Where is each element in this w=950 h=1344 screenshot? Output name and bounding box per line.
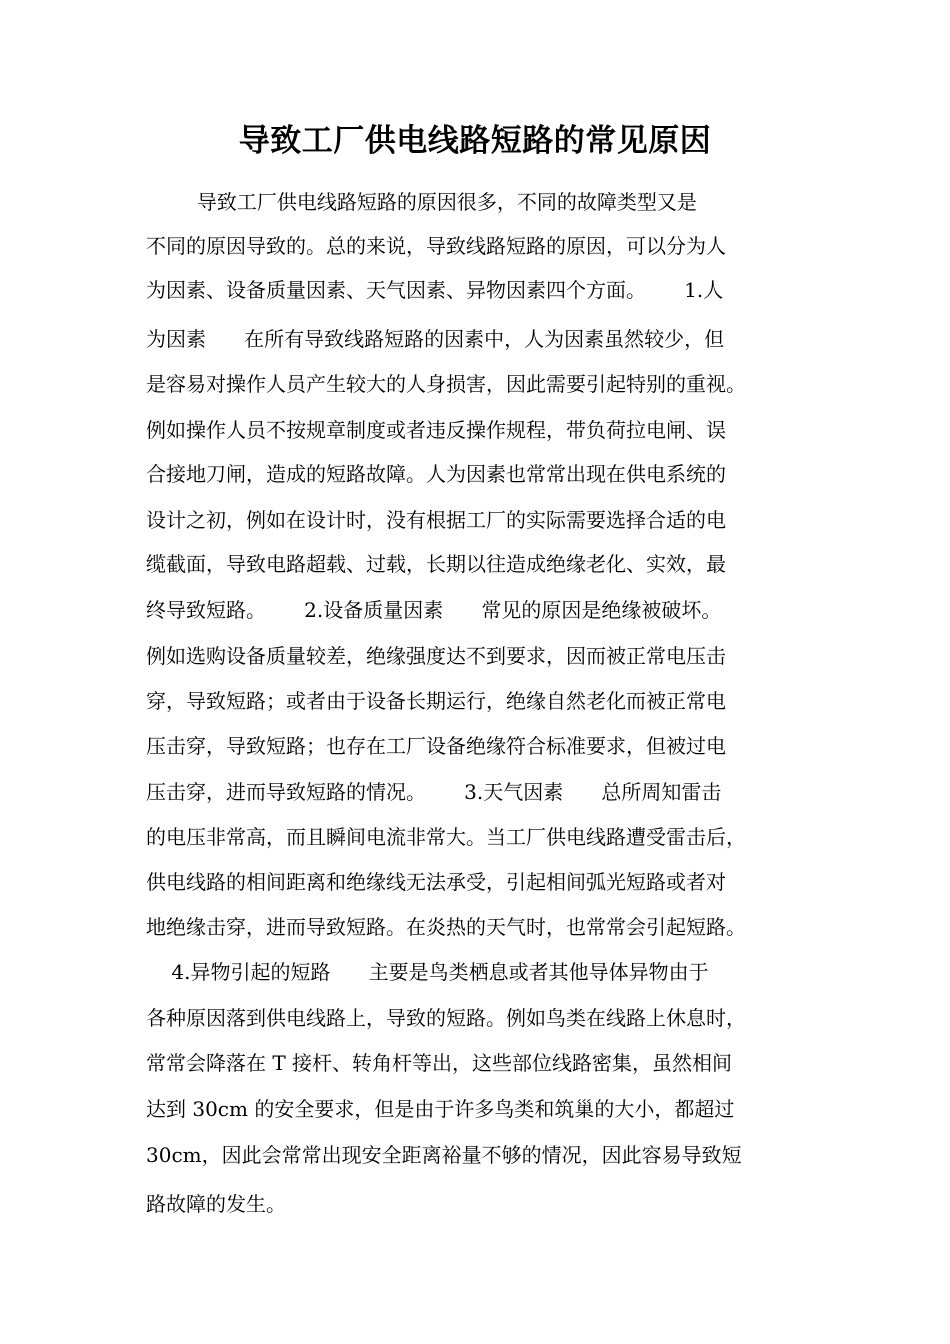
document-title: 导致工厂供电线路短路的常见原因 bbox=[238, 123, 712, 159]
body-line-21: 达到 30cm 的安全要求，但是由于许多鸟类和筑巢的大小，都超过 bbox=[146, 1097, 735, 1121]
body-line-13: 压击穿，导致短路；也存在工厂设备绝缘符合标准要求，但被过电 bbox=[146, 734, 726, 758]
body-line-16: 供电线路的相间距离和绝缘线无法承受，引起相间弧光短路或者对 bbox=[146, 870, 726, 894]
body-line-1: 导致工厂供电线路短路的原因很多，不同的故障类型又是 bbox=[146, 190, 697, 214]
body-line-9: 缆截面，导致电路超载、过载，长期以往造成绝缘老化、实效，最 bbox=[146, 552, 726, 576]
body-line-8: 设计之初，例如在设计时，没有根据工厂的实际需要选择合适的电 bbox=[146, 508, 726, 532]
body-line-2: 不同的原因导致的。总的来说，导致线路短路的原因，可以分为人 bbox=[146, 234, 726, 258]
body-line-10: 终导致短路。 2.设备质量因素 常见的原因是绝缘被破坏。 bbox=[146, 598, 722, 622]
body-line-19: 各种原因落到供电线路上，导致的短路。例如鸟类在线路上休息时， bbox=[146, 1006, 746, 1030]
body-line-3: 为因素、设备质量因素、天气因素、异物因素四个方面。 1.人 bbox=[146, 278, 724, 302]
body-line-7: 合接地刀闸，造成的短路故障。人为因素也常常出现在供电系统的 bbox=[146, 462, 726, 486]
body-line-18: 4.异物引起的短路 主要是鸟类栖息或者其他导体异物由于 bbox=[146, 960, 709, 984]
body-line-20: 常常会降落在 T 接杆、转角杆等出，这些部位线路密集，虽然相间 bbox=[146, 1051, 733, 1075]
body-line-6: 例如操作人员不按规章制度或者违反操作规程，带负荷拉电闸、误 bbox=[146, 418, 726, 442]
body-line-11: 例如选购设备质量较差，绝缘强度达不到要求，因而被正常电压击 bbox=[146, 644, 726, 668]
body-line-5: 是容易对操作人员产生较大的人身损害，因此需要引起特别的重视。 bbox=[146, 372, 746, 396]
body-line-14: 压击穿，进而导致短路的情况。 3.天气因素 总所周知雷击 bbox=[146, 780, 722, 804]
body-line-23: 路故障的发生。 bbox=[146, 1192, 286, 1216]
body-line-22: 30cm，因此会常常出现安全距离裕量不够的情况，因此容易导致短 bbox=[146, 1143, 742, 1167]
body-line-17: 地绝缘击穿，进而导致短路。在炎热的天气时，也常常会引起短路。 bbox=[146, 915, 746, 939]
body-line-15: 的电压非常高，而且瞬间电流非常大。当工厂供电线路遭受雷击后， bbox=[146, 825, 746, 849]
body-line-12: 穿，导致短路；或者由于设备长期运行，绝缘自然老化而被正常电 bbox=[146, 689, 726, 713]
body-line-4: 为因素 在所有导致线路短路的因素中，人为因素虽然较少，但 bbox=[146, 327, 725, 351]
